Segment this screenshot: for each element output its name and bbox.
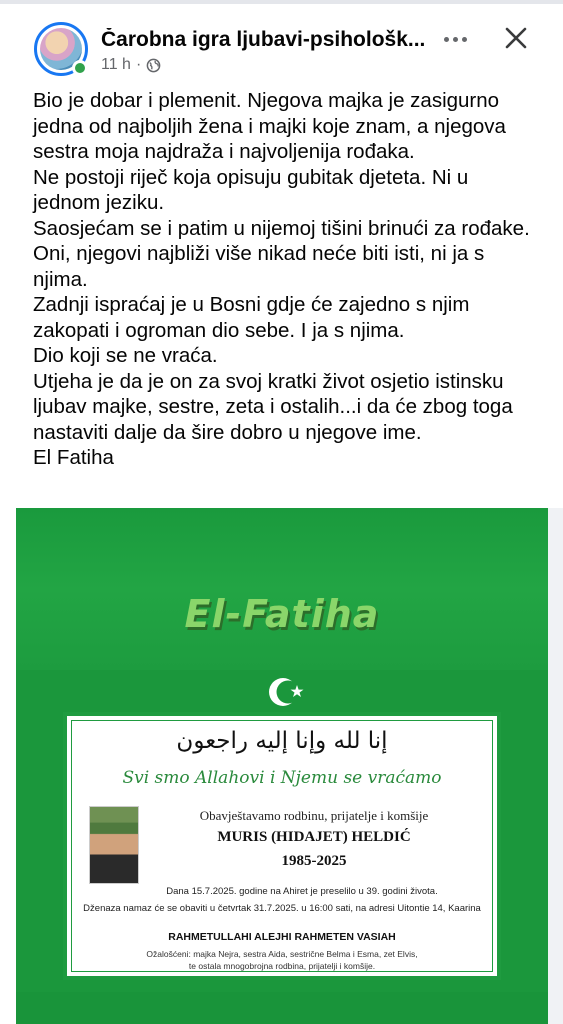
image-heading: El-Fatiha <box>184 592 380 636</box>
mourners-line: te ostala mnogobrojna rodbina, prijatelji i komšije. <box>188 961 376 971</box>
mourners-line: Ožalošćeni: majka Nejra, sestra Aida, sestrične Belma i Esma, zet Elvis, <box>146 949 418 959</box>
crescent-star-icon <box>266 672 306 712</box>
mourners <box>67 948 497 972</box>
deceased-years: 1985-2025 <box>281 853 347 869</box>
globe-icon[interactable] <box>146 58 161 73</box>
post-paragraph: Bio je dobar i plemenit. Njegova majka je zasigurno jedna od najboljih žena i majki koje znam, a njegova sestra moja najdraža i najvoljenija rođaka. <box>33 89 506 163</box>
funeral-notice: Dženaza namaz će se obaviti u četvrtak 31.7.2025. u 16:00 sati, na adresi Uitontie 14, Kaarina <box>83 903 481 914</box>
post-text <box>33 88 533 471</box>
obituary-card <box>63 712 501 980</box>
right-edge <box>548 508 563 1024</box>
meta-separator: · <box>135 56 142 73</box>
post-header <box>0 4 563 76</box>
post-paragraph: El Fatiha <box>33 446 114 469</box>
announcement: Obavještavamo rodbinu, prijatelje i komšije <box>199 808 429 823</box>
death-notice: Dana 15.7.2025. godine na Ahiret je preselilo u 39. godini života. <box>166 886 438 897</box>
page-name[interactable]: Čarobna igra ljubavi-psihološk... <box>101 28 426 51</box>
image-bottom-band <box>16 992 548 1024</box>
post-paragraph: Zadnji ispraćaj je u Bosni gdje će zajedno s njim zakopati i ogroman dio sebe. I ja s njima. <box>33 293 470 342</box>
post-image[interactable] <box>16 508 548 1024</box>
rahmet-line: RAHMETULLAHI ALEJHI RAHMETEN VASIAH <box>168 931 396 943</box>
verse-translation: Svi smo Allahovi i Njemu se vraćamo <box>122 768 442 788</box>
arabic-verse: إنا لله وإنا إليه راجعون <box>176 728 388 754</box>
post-paragraph: Ne postoji riječ koja opisuju gubitak djeteta. Ni u jednom jeziku. <box>33 165 469 214</box>
post-time[interactable]: 11 h <box>101 56 131 73</box>
post-paragraph: Utjeha je da je on za svoj kratki život osjetio istinsku ljubav majke, sestre, zeta i ostalih...i da će zbog toga nastaviti dalje da šire dobro u njegove ime. <box>33 369 513 444</box>
online-status-dot <box>72 60 88 76</box>
deceased-name: MURIS (HIDAJET) HELDIĆ <box>217 829 411 845</box>
post-meta <box>101 56 161 74</box>
post-paragraph: Saosjećam se i patim u nijemoj tišini brinući za rođake. Oni, njegovi najbliži više nikad neće biti isti, ni ja s njima. <box>33 216 530 291</box>
post-paragraph: Dio koji se ne vraća. <box>33 344 218 367</box>
close-icon[interactable] <box>500 22 532 54</box>
image-top-band <box>16 508 548 670</box>
more-horizontal-icon[interactable] <box>440 24 470 54</box>
